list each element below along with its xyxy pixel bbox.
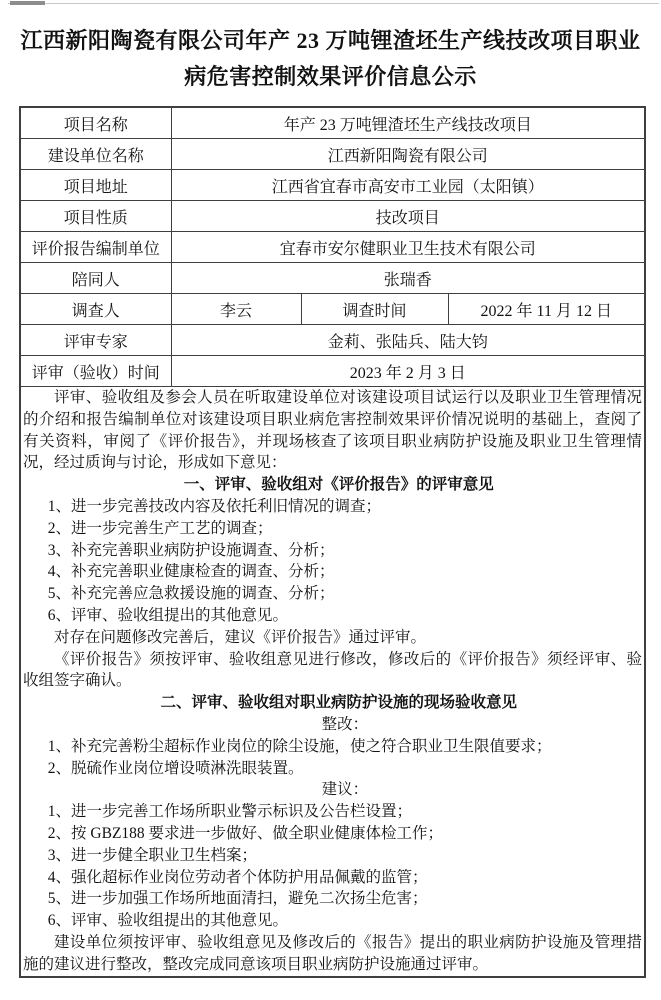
row-accompanying-person [20,263,645,294]
row-label: 评价报告编制单位 [20,232,171,263]
row-project-address [20,170,645,201]
row-project-name [20,107,645,139]
section1-revision-note: 《评价报告》须按评审、验收组意见进行修改，修改后的《评价报告》须经评审、验收组签字确认。 [23,650,643,690]
row-label: 建设单位名称 [20,139,171,170]
row-value: 2022 年 11 月 12 日 [448,294,645,325]
row-value: 技改项目 [171,201,645,232]
list-item: 6、评审、验收组提出的其他意见。 [47,606,289,624]
row-review-date [20,356,645,387]
row-label: 项目性质 [20,201,171,232]
row-project-nature [20,201,645,232]
suggest-label: 建议： [321,781,369,799]
row-label: 评审（验收）时间 [20,356,171,387]
row-label: 评审专家 [20,325,171,356]
row-label: 调查时间 [301,294,448,325]
list-item: 4、强化超标作业岗位劳动者个体防护用品佩戴的监管； [47,868,428,886]
row-label: 陪同人 [20,263,171,294]
row-value: 宜春市安尔健职业卫生技术有限公司 [171,232,645,263]
rectify-label: 整改： [321,715,369,733]
list-item: 1、补充完善粉尘超标作业岗位的除尘设施，使之符合职业卫生限值要求； [47,737,552,755]
row-value: 张瑞香 [171,263,645,294]
row-value: 江西新阳陶瓷有限公司 [171,139,645,170]
list-item: 3、补充完善职业病防护设施调查、分析； [47,541,335,559]
list-item: 1、进一步完善技改内容及依托利旧情况的调查； [47,497,382,515]
row-value: 李云 [171,294,301,325]
row-value: 2023 年 2 月 3 日 [171,356,645,387]
list-item: 3、进一步健全职业卫生档案； [47,846,258,864]
list-item: 2、按 GBZ188 要求进一步做好、做全职业健康体检工作； [47,824,444,842]
section2-heading: 二、评审、验收组对职业病防护设施的现场验收意见 [160,694,517,712]
opinion-intro: 评审、验收组及参会人员在听取建设单位对该建设项目试运行以及职业卫生管理情况的介绍和报告编制单位对该建设项目职业病危害控制效果评价情况说明的基础上，查阅了有关资料，审阅了《评价报告》，并现场核查了该项目职业病防护设施及职业卫生管理情况，经过质询与讨论，形成如下意见： [23,389,643,472]
row-label: 项目地址 [20,170,171,201]
list-item: 6、评审、验收组提出的其他意见。 [47,912,289,930]
opinion-body [20,387,645,977]
page-title [0,0,661,95]
scan-artifact-line [8,3,659,4]
list-item: 5、补充完善应急救援设施的调查、分析； [47,585,335,603]
list-item: 5、进一步加强工作场所地面清扫，避免二次扬尘危害； [47,890,428,908]
list-item: 1、进一步完善工作场所职业警示标识及公告栏设置； [47,803,413,821]
row-value: 金莉、张陆兵、陆大钧 [171,325,645,356]
page-title-line1: 江西新阳陶瓷有限公司年产 23 万吨锂渣坯生产线技改项目职业 [20,28,641,53]
row-report-compiler [20,232,645,263]
row-value: 年产 23 万吨锂渣坯生产线技改项目 [171,107,645,139]
list-item: 2、进一步完善生产工艺的调查； [47,519,273,537]
page-title-line2: 病危害控制效果评价信息公示 [184,64,477,89]
row-label: 调查人 [20,294,171,325]
section1-conclusion: 对存在问题修改完善后，建议《评价报告》通过评审。 [54,628,427,646]
closing-paragraph: 建设单位须按评审、验收组意见及修改后的《报告》提出的职业病防护设施及管理措施的建议进行整改，整改完成同意该项目职业病防护设施通过评审。 [23,933,643,973]
list-item: 4、补充完善职业健康检查的调查、分析； [47,563,335,581]
row-builder-name [20,139,645,170]
scan-artifact-mark [10,1,45,5]
row-investigator [20,294,645,325]
list-item: 2、脱硫作业岗位增设喷淋洗眼装置。 [47,759,304,777]
row-label: 项目名称 [20,107,171,139]
row-opinion [20,387,645,977]
row-value: 江西省宜春市高安市工业园（太阳镇） [171,170,645,201]
section1-heading: 一、评审、验收组对《评价报告》的评审意见 [183,476,494,494]
info-table [19,106,646,978]
row-review-experts [20,325,645,356]
